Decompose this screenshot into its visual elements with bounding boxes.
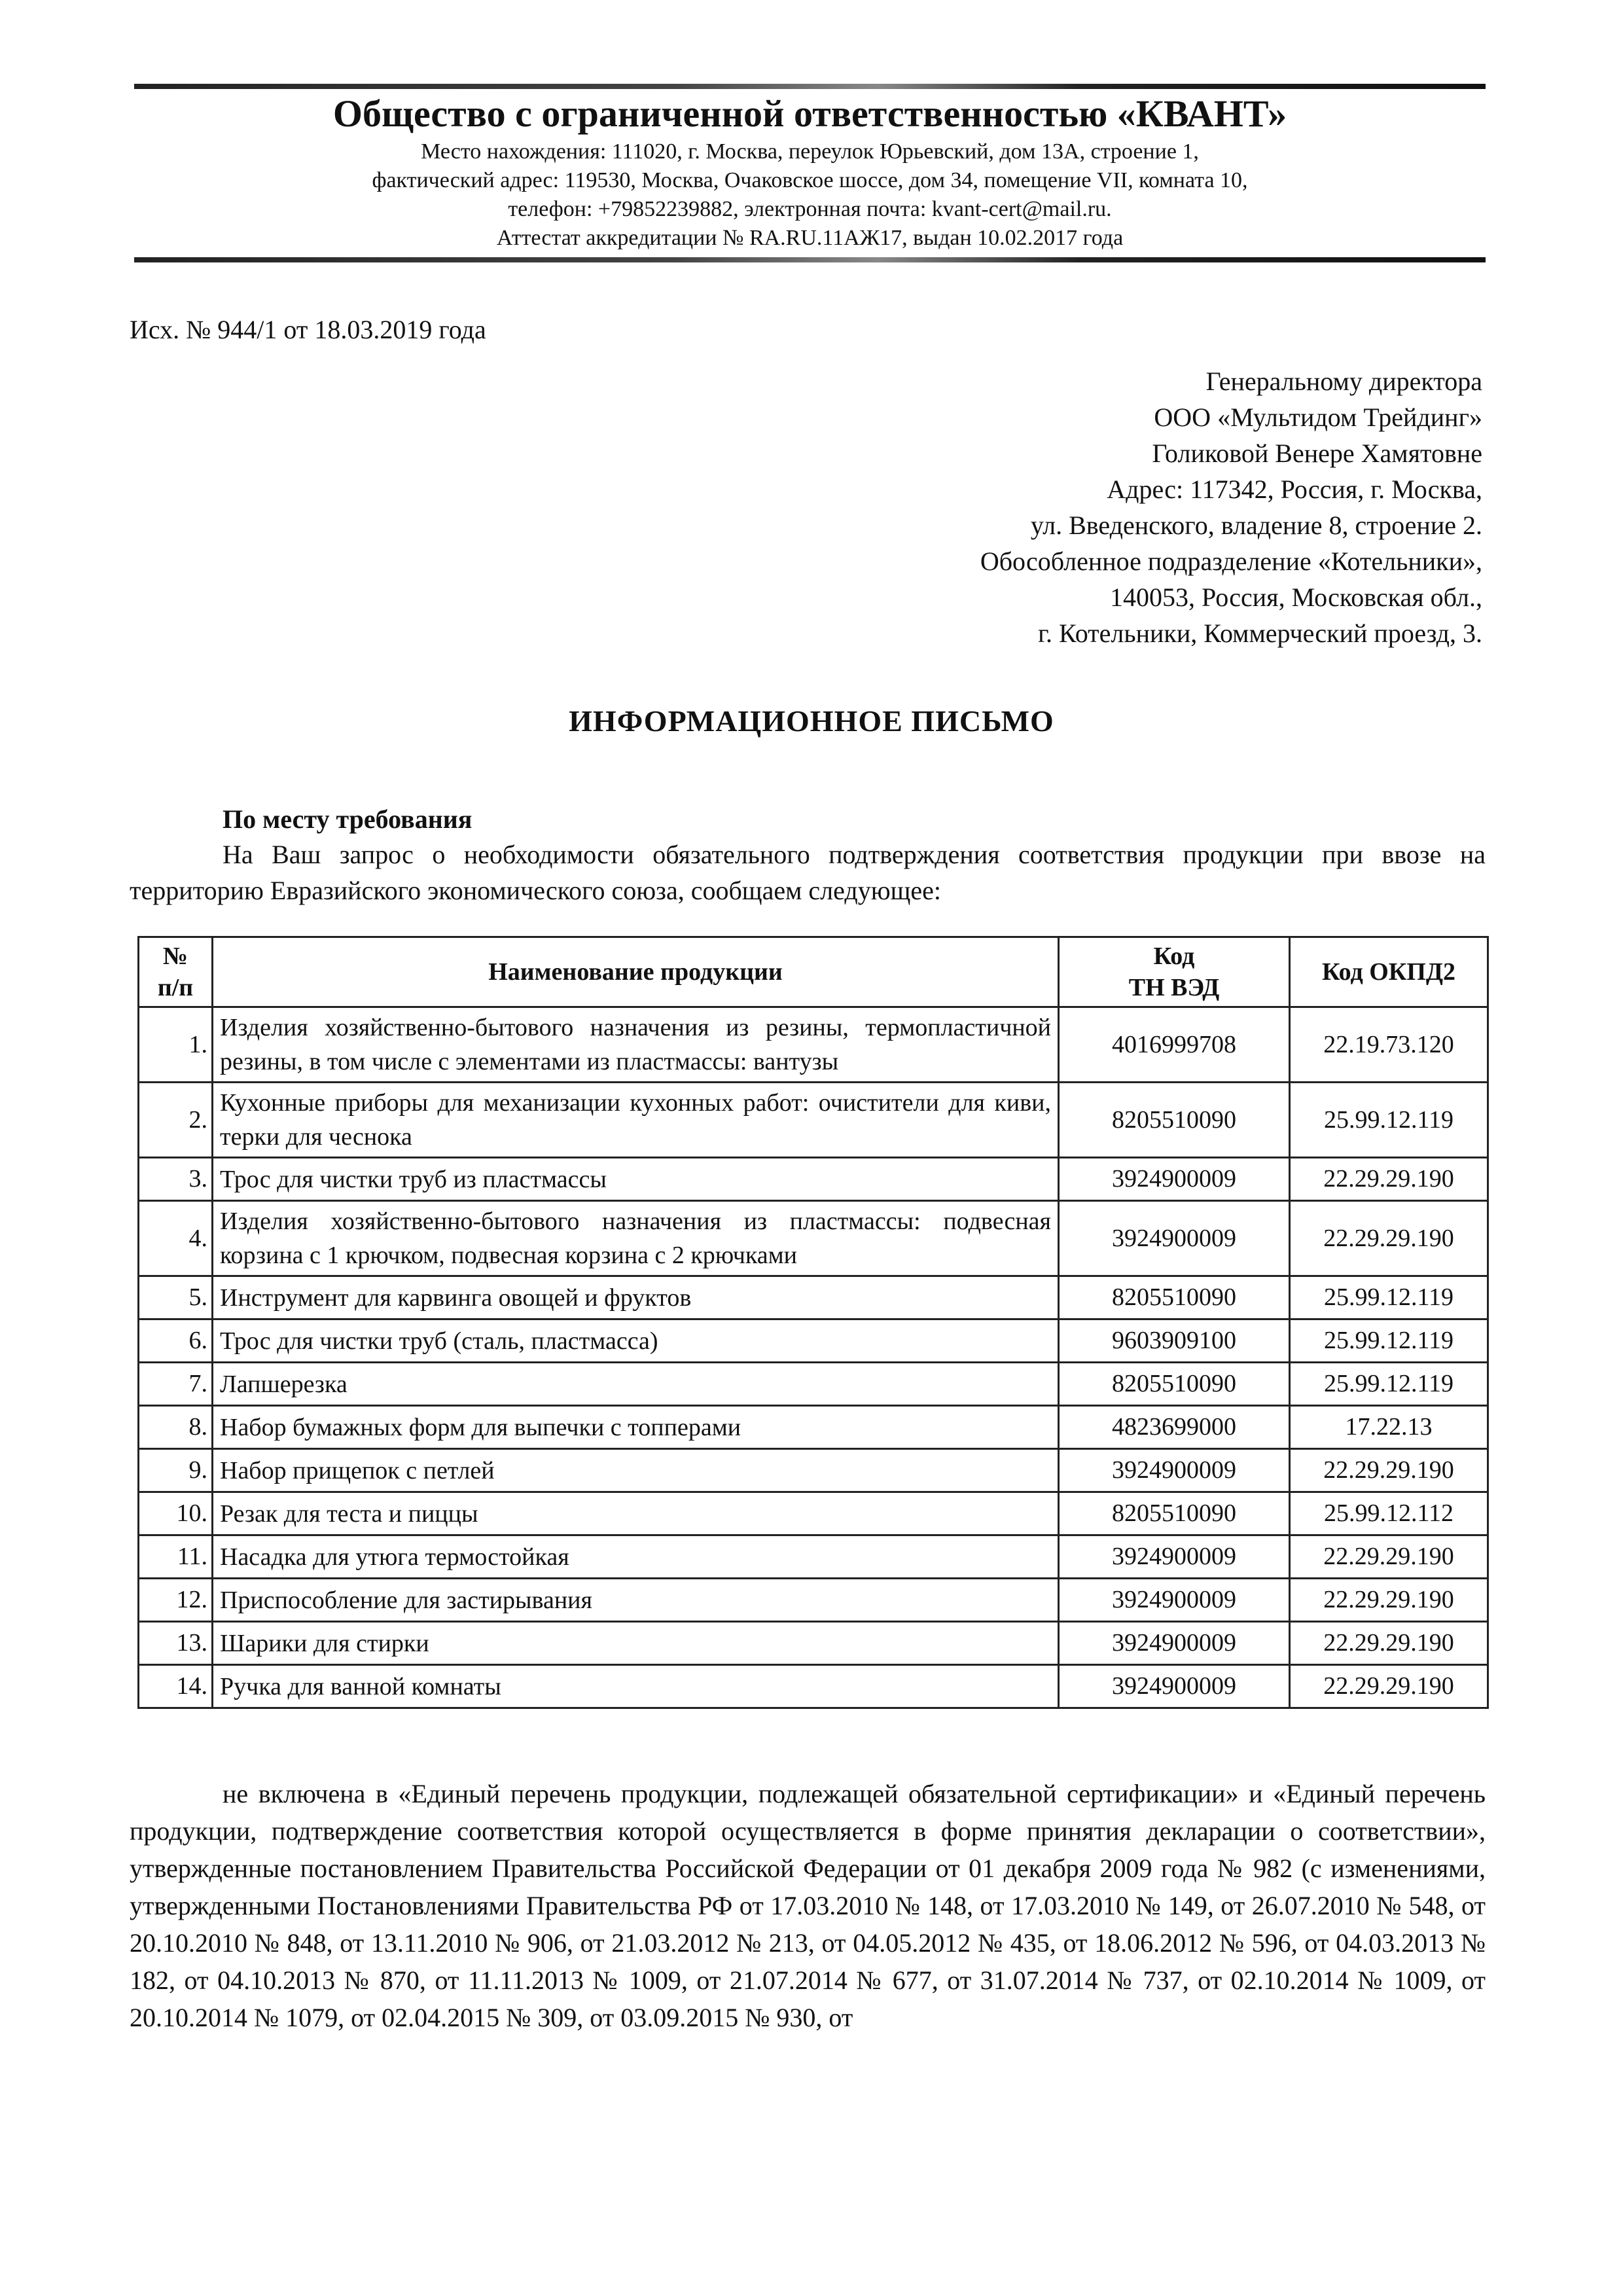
row-tnved: 4016999708 bbox=[1059, 1007, 1290, 1083]
recipient-line: ООО «Мультидом Трейдинг» bbox=[1154, 403, 1482, 432]
row-num: 11. bbox=[139, 1535, 213, 1579]
recipient-line: ул. Введенского, владение 8, строение 2. bbox=[1030, 511, 1482, 540]
row-okpd: 22.29.29.190 bbox=[1290, 1622, 1488, 1665]
recipient-line: Генеральному директора bbox=[1205, 367, 1482, 396]
row-tnved: 8205510090 bbox=[1059, 1276, 1290, 1319]
row-num: 14. bbox=[139, 1665, 213, 1708]
row-okpd: 25.99.12.119 bbox=[1290, 1083, 1488, 1158]
table-row bbox=[139, 1007, 1488, 1083]
table-row bbox=[139, 1579, 1488, 1622]
row-tnved: 4823699000 bbox=[1059, 1406, 1290, 1449]
row-tnved: 3924900009 bbox=[1059, 1158, 1290, 1201]
row-name: Приспособление для застирывания bbox=[213, 1579, 1059, 1622]
row-name: Резак для теста и пиццы bbox=[213, 1492, 1059, 1535]
row-okpd: 22.29.29.190 bbox=[1290, 1449, 1488, 1492]
letterhead-contacts: телефон: +79852239882, электронная почта: kvant-cert@mail.ru. bbox=[508, 197, 1112, 221]
row-okpd: 25.99.12.119 bbox=[1290, 1276, 1488, 1319]
row-okpd: 25.99.12.119 bbox=[1290, 1363, 1488, 1406]
row-name: Шарики для стирки bbox=[213, 1622, 1059, 1665]
row-tnved: 8205510090 bbox=[1059, 1492, 1290, 1535]
row-num: 10. bbox=[139, 1492, 213, 1535]
row-tnved: 8205510090 bbox=[1059, 1083, 1290, 1158]
row-num: 8. bbox=[139, 1406, 213, 1449]
row-name: Ручка для ванной комнаты bbox=[213, 1665, 1059, 1708]
table-row bbox=[139, 1201, 1488, 1276]
letterhead-bottom-rule bbox=[134, 257, 1486, 262]
closing-paragraph: не включена в «Единый перечень продукции, подлежащей обязательной сертификации» и «Единый перечень продукции, подтверждение соответствия которой осуществляется в форме принятия декларации о соответствии», утвержденные постановлением Правительства Российской Федерации от 01 декабря 2009 года № 982 (с изменениями, утвержденными Постановлениями Правительства РФ от 17.03.2010 № 148, от 17.03.2010 № 149, от 26.07.2010 № 548, от 20.10.2010 № 848, от 13.11.2010 № 906, от 21.03.2012 № 213, от 04.05.2012 № 435, от 18.06.2012 № 596, от 04.03.2013 № 182, от 04.10.2013 № 870, от 11.11.2013 № 1009, от 21.07.2014 № 677, от 31.07.2014 № 737, от 02.10.2014 № 1009, от 20.10.2014 № 1079, от 02.04.2015 № 309, от 03.09.2015 № 930, от bbox=[130, 1779, 1486, 2032]
row-num: 3. bbox=[139, 1158, 213, 1201]
row-num: 6. bbox=[139, 1319, 213, 1363]
recipient-line: Адрес: 117342, Россия, г. Москва, bbox=[1107, 475, 1482, 504]
recipient-block bbox=[501, 363, 1482, 651]
row-name: Изделия хозяйственно-бытового назначения из пластмассы: подвесная корзина с 1 крючком, подвесная корзина с 2 крючками bbox=[213, 1201, 1059, 1276]
row-okpd: 22.29.29.190 bbox=[1290, 1665, 1488, 1708]
table-row bbox=[139, 1535, 1488, 1579]
row-tnved: 3924900009 bbox=[1059, 1535, 1290, 1579]
row-okpd: 25.99.12.112 bbox=[1290, 1492, 1488, 1535]
row-tnved: 3924900009 bbox=[1059, 1449, 1290, 1492]
row-num: 9. bbox=[139, 1449, 213, 1492]
table-row bbox=[139, 1492, 1488, 1535]
row-name: Трос для чистки труб из пластмассы bbox=[213, 1158, 1059, 1201]
row-tnved: 3924900009 bbox=[1059, 1622, 1290, 1665]
document-subheading: По месту требования bbox=[223, 804, 473, 834]
document-heading: ИНФОРМАЦИОННОЕ ПИСЬМО bbox=[569, 704, 1054, 738]
table-row bbox=[139, 1665, 1488, 1708]
row-okpd: 22.29.29.190 bbox=[1290, 1535, 1488, 1579]
row-okpd: 22.19.73.120 bbox=[1290, 1007, 1488, 1083]
row-name: Изделия хозяйственно-бытового назначения из резины, термопластичной резины, в том числе с элементами из пластмассы: вантузы bbox=[213, 1007, 1059, 1083]
table-row bbox=[139, 1363, 1488, 1406]
row-num: 13. bbox=[139, 1622, 213, 1665]
recipient-line: 140053, Россия, Московская обл., bbox=[1110, 583, 1482, 612]
table-row bbox=[139, 1406, 1488, 1449]
row-tnved: 8205510090 bbox=[1059, 1363, 1290, 1406]
row-name: Набор бумажных форм для выпечки с топперами bbox=[213, 1406, 1059, 1449]
row-okpd: 22.29.29.190 bbox=[1290, 1201, 1488, 1276]
header-tnved: Код ТН ВЭД bbox=[1059, 937, 1290, 1007]
row-name: Лапшерезка bbox=[213, 1363, 1059, 1406]
products-table bbox=[137, 936, 1489, 1709]
row-name: Кухонные приборы для механизации кухонных работ: очистители для киви, терки для чеснока bbox=[213, 1083, 1059, 1158]
company-name: Общество с ограниченной ответственностью «КВАНТ» bbox=[332, 92, 1287, 135]
row-name: Инструмент для карвинга овощей и фруктов bbox=[213, 1276, 1059, 1319]
recipient-line: Голиковой Венере Хамятовне bbox=[1152, 439, 1482, 468]
table-row bbox=[139, 1622, 1488, 1665]
row-name: Насадка для утюга термостойкая bbox=[213, 1535, 1059, 1579]
header-num: № п/п bbox=[139, 937, 213, 1007]
row-num: 7. bbox=[139, 1363, 213, 1406]
row-tnved: 3924900009 bbox=[1059, 1665, 1290, 1708]
recipient-line: г. Котельники, Коммерческий проезд, 3. bbox=[1038, 619, 1482, 648]
table-row bbox=[139, 1083, 1488, 1158]
row-okpd: 25.99.12.119 bbox=[1290, 1319, 1488, 1363]
row-num: 1. bbox=[139, 1007, 213, 1083]
row-tnved: 3924900009 bbox=[1059, 1579, 1290, 1622]
row-tnved: 3924900009 bbox=[1059, 1201, 1290, 1276]
letterhead-address-legal: Место нахождения: 111020, г. Москва, переулок Юрьевский, дом 13А, строение 1, bbox=[421, 139, 1199, 164]
table-row bbox=[139, 1158, 1488, 1201]
table-row bbox=[139, 1276, 1488, 1319]
letterhead-accreditation: Аттестат аккредитации № RA.RU.11АЖ17, выдан 10.02.2017 года bbox=[496, 226, 1124, 250]
intro-paragraph: На Ваш запрос о необходимости обязательного подтверждения соответствия продукции при ввозе на территорию Евразийского экономического союза, сообщаем следующее: bbox=[130, 840, 1486, 905]
row-num: 4. bbox=[139, 1201, 213, 1276]
row-num: 2. bbox=[139, 1083, 213, 1158]
letterhead-top-rule bbox=[134, 84, 1486, 89]
row-okpd: 22.29.29.190 bbox=[1290, 1158, 1488, 1201]
row-name: Набор прищепок с петлей bbox=[213, 1449, 1059, 1492]
outgoing-reference: Исх. № 944/1 от 18.03.2019 года bbox=[130, 315, 486, 344]
table-row bbox=[139, 1319, 1488, 1363]
row-num: 5. bbox=[139, 1276, 213, 1319]
letterhead-address-actual: фактический адрес: 119530, Москва, Очаковское шоссе, дом 34, помещение VII, комната 10, bbox=[372, 168, 1248, 192]
table-header-row bbox=[139, 937, 1488, 1007]
row-tnved: 9603909100 bbox=[1059, 1319, 1290, 1363]
row-num: 12. bbox=[139, 1579, 213, 1622]
header-name: Наименование продукции bbox=[213, 937, 1059, 1007]
table-row bbox=[139, 1449, 1488, 1492]
row-okpd: 22.29.29.190 bbox=[1290, 1579, 1488, 1622]
header-okpd: Код ОКПД2 bbox=[1290, 937, 1488, 1007]
row-name: Трос для чистки труб (сталь, пластмасса) bbox=[213, 1319, 1059, 1363]
recipient-line: Обособленное подразделение «Котельники», bbox=[980, 547, 1482, 576]
row-okpd: 17.22.13 bbox=[1290, 1406, 1488, 1449]
